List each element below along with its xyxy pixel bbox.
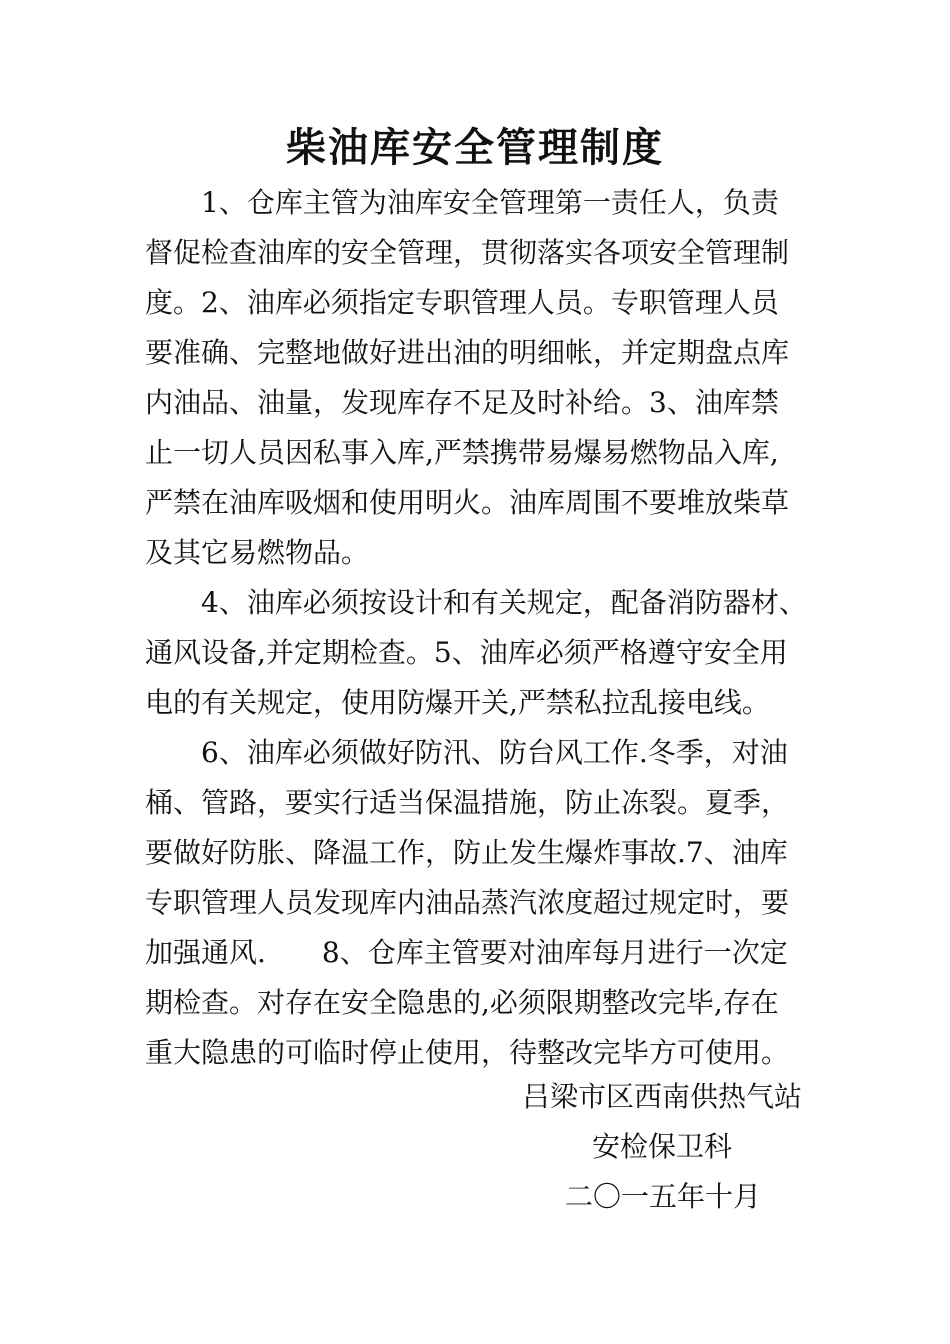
signature-organization: 吕梁市区西南供热气站 bbox=[522, 1080, 803, 1113]
body-line: 内油品、油量，发现库存不足及时补给。3、油库禁 bbox=[145, 386, 779, 419]
body-line: 重大隐患的可临时停止使用，待整改完毕方可使用。 bbox=[145, 1036, 790, 1069]
body-line: 电的有关规定，使用防爆开关,严禁私拉乱接电线。 bbox=[145, 686, 770, 719]
body-line: 6、油库必须做好防汛、防台风工作.冬季，对油 bbox=[201, 736, 788, 769]
document-body bbox=[145, 178, 810, 1078]
document-title: 柴油库安全管理制度 bbox=[286, 124, 664, 171]
body-line: 及其它易燃物品。 bbox=[145, 536, 370, 569]
body-line: 要准确、完整地做好进出油的明细帐，并定期盘点库 bbox=[145, 336, 790, 369]
body-line: 严禁在油库吸烟和使用明火。油库周围不要堆放柴草 bbox=[145, 486, 790, 519]
body-line: 度。2、油库必须指定专职管理人员。专职管理人员 bbox=[145, 286, 779, 319]
body-line: 1、仓库主管为油库安全管理第一责任人，负责 bbox=[201, 186, 779, 219]
body-line: 止一切人员因私事入库,严禁携带易爆易燃物品入库, bbox=[145, 436, 779, 469]
body-line: 督促检查油库的安全管理，贯彻落实各项安全管理制 bbox=[145, 236, 790, 269]
body-line: 期检查。对存在安全隐患的,必须限期整改完毕,存在 bbox=[145, 986, 779, 1019]
body-line: 4、油库必须按设计和有关规定，配备消防器材、 bbox=[201, 586, 807, 619]
body-line: 加强通风. 8、仓库主管要对油库每月进行一次定 bbox=[145, 936, 788, 969]
body-line: 要做好防胀、降温工作，防止发生爆炸事故.7、油库 bbox=[145, 836, 788, 869]
signature-date: 二〇一五年十月 bbox=[565, 1180, 762, 1213]
body-line: 桶、管路，要实行适当保温措施，防止冻裂。夏季， bbox=[145, 786, 790, 819]
body-line: 通风设备,并定期检查。5、油库必须严格遵守安全用 bbox=[145, 636, 788, 669]
body-line: 专职管理人员发现库内油品蒸汽浓度超过规定时，要 bbox=[145, 886, 790, 919]
signature-department: 安检保卫科 bbox=[592, 1130, 733, 1163]
